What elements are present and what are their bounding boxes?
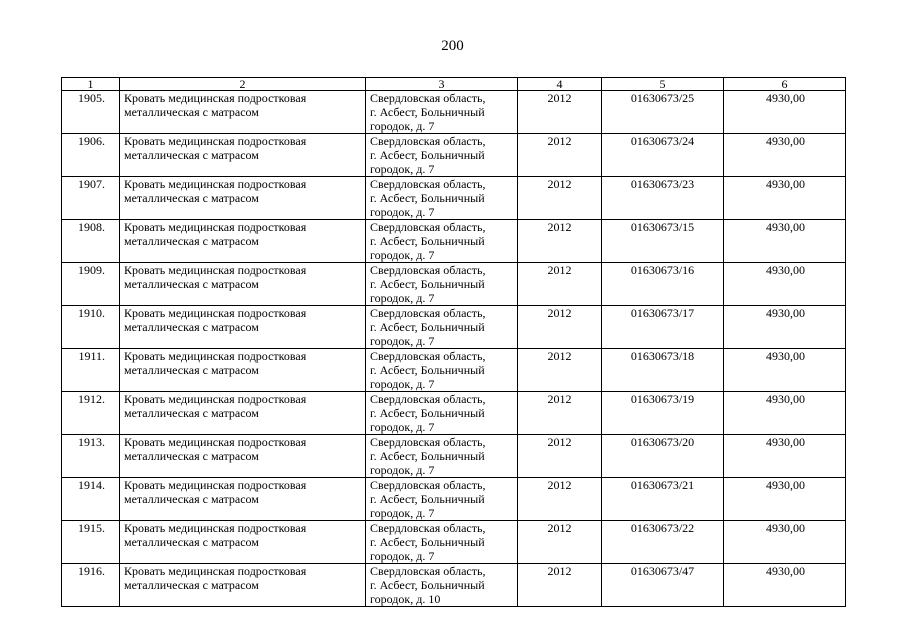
item-address	[366, 91, 518, 134]
item-address-line: городок, д. 7	[370, 420, 435, 434]
item-address-line: г. Асбест, Больничный	[370, 492, 485, 506]
item-address	[366, 564, 518, 607]
inventory-number: 01630673/24	[602, 134, 724, 177]
item-year: 2012	[518, 435, 602, 478]
item-name-line: Кровать медицинская подростковая	[124, 478, 307, 492]
item-name-line: Кровать медицинская подростковая	[124, 392, 307, 406]
item-address-line: городок, д. 7	[370, 463, 435, 477]
item-address-line: городок, д. 7	[370, 377, 435, 391]
item-address-line: г. Асбест, Больничный	[370, 320, 485, 334]
item-address-line: г. Асбест, Больничный	[370, 406, 485, 420]
item-price: 4930,00	[724, 435, 846, 478]
item-name	[120, 435, 366, 478]
item-year: 2012	[518, 263, 602, 306]
item-name-line: Кровать медицинская подростковая	[124, 263, 307, 277]
item-address-line: городок, д. 10	[370, 592, 441, 606]
item-name-line: металлическая с матрасом	[124, 191, 259, 205]
item-price: 4930,00	[724, 91, 846, 134]
item-year: 2012	[518, 392, 602, 435]
item-address-line: городок, д. 7	[370, 162, 435, 176]
item-name-line: металлическая с матрасом	[124, 449, 259, 463]
item-address-line: Свердловская область,	[370, 220, 486, 234]
item-address-line: Свердловская область,	[370, 435, 486, 449]
item-price: 4930,00	[724, 177, 846, 220]
table-body	[62, 91, 846, 607]
inventory-number: 01630673/19	[602, 392, 724, 435]
item-name	[120, 134, 366, 177]
row-number: 1916.	[62, 564, 120, 607]
inventory-number: 01630673/23	[602, 177, 724, 220]
item-address-line: городок, д. 7	[370, 506, 435, 520]
column-header: 6	[724, 78, 846, 91]
header-row	[62, 78, 846, 91]
item-address-line: Свердловская область,	[370, 263, 486, 277]
item-price: 4930,00	[724, 564, 846, 607]
row-number: 1908.	[62, 220, 120, 263]
item-year: 2012	[518, 521, 602, 564]
item-name-line: Кровать медицинская подростковая	[124, 91, 307, 105]
item-address	[366, 177, 518, 220]
item-name	[120, 263, 366, 306]
inventory-number: 01630673/25	[602, 91, 724, 134]
inventory-number: 01630673/22	[602, 521, 724, 564]
row-number: 1911.	[62, 349, 120, 392]
column-header: 4	[518, 78, 602, 91]
item-address-line: Свердловская область,	[370, 177, 486, 191]
table-row	[62, 263, 846, 306]
item-address-line: г. Асбест, Больничный	[370, 191, 485, 205]
item-address-line: Свердловская область,	[370, 306, 486, 320]
item-name-line: металлическая с матрасом	[124, 492, 259, 506]
item-name	[120, 91, 366, 134]
item-address-line: г. Асбест, Больничный	[370, 148, 485, 162]
item-address-line: г. Асбест, Больничный	[370, 363, 485, 377]
item-name	[120, 220, 366, 263]
item-price: 4930,00	[724, 521, 846, 564]
item-address-line: городок, д. 7	[370, 291, 435, 305]
item-address	[366, 134, 518, 177]
item-name-line: Кровать медицинская подростковая	[124, 349, 307, 363]
item-address-line: Свердловская область,	[370, 564, 486, 578]
table-row	[62, 306, 846, 349]
item-year: 2012	[518, 478, 602, 521]
row-number: 1909.	[62, 263, 120, 306]
item-name-line: металлическая с матрасом	[124, 320, 259, 334]
item-price: 4930,00	[724, 478, 846, 521]
item-year: 2012	[518, 134, 602, 177]
table-row	[62, 220, 846, 263]
item-address-line: г. Асбест, Больничный	[370, 578, 485, 592]
item-name-line: металлическая с матрасом	[124, 535, 259, 549]
table-row	[62, 177, 846, 220]
table-row	[62, 134, 846, 177]
item-address-line: Свердловская область,	[370, 349, 486, 363]
item-name-line: металлическая с матрасом	[124, 277, 259, 291]
item-name-line: металлическая с матрасом	[124, 105, 259, 119]
item-address-line: Свердловская область,	[370, 521, 486, 535]
item-address-line: городок, д. 7	[370, 119, 435, 133]
table-row	[62, 392, 846, 435]
item-address	[366, 306, 518, 349]
inventory-number: 01630673/17	[602, 306, 724, 349]
item-name-line: металлическая с матрасом	[124, 363, 259, 377]
item-address-line: городок, д. 7	[370, 549, 435, 563]
item-name-line: металлическая с матрасом	[124, 406, 259, 420]
item-year: 2012	[518, 349, 602, 392]
column-header: 2	[120, 78, 366, 91]
item-name	[120, 521, 366, 564]
item-price: 4930,00	[724, 134, 846, 177]
item-address-line: Свердловская область,	[370, 478, 486, 492]
item-address-line: г. Асбест, Больничный	[370, 535, 485, 549]
item-name	[120, 564, 366, 607]
inventory-table	[61, 77, 846, 607]
table-row	[62, 564, 846, 607]
table-row	[62, 91, 846, 134]
item-address-line: г. Асбест, Больничный	[370, 449, 485, 463]
item-address-line: Свердловская область,	[370, 392, 486, 406]
table-row	[62, 349, 846, 392]
row-number: 1914.	[62, 478, 120, 521]
column-header: 3	[366, 78, 518, 91]
item-name-line: Кровать медицинская подростковая	[124, 435, 307, 449]
row-number: 1912.	[62, 392, 120, 435]
item-address	[366, 220, 518, 263]
item-year: 2012	[518, 91, 602, 134]
item-address-line: г. Асбест, Больничный	[370, 234, 485, 248]
item-address-line: г. Асбест, Больничный	[370, 277, 485, 291]
item-address	[366, 435, 518, 478]
item-price: 4930,00	[724, 306, 846, 349]
item-name	[120, 177, 366, 220]
table-row	[62, 521, 846, 564]
item-name-line: металлическая с матрасом	[124, 234, 259, 248]
item-name	[120, 478, 366, 521]
inventory-number: 01630673/21	[602, 478, 724, 521]
inventory-number: 01630673/15	[602, 220, 724, 263]
item-year: 2012	[518, 177, 602, 220]
inventory-number: 01630673/47	[602, 564, 724, 607]
item-name	[120, 349, 366, 392]
page-number: 200	[441, 38, 464, 54]
item-address-line: городок, д. 7	[370, 334, 435, 348]
item-name-line: металлическая с матрасом	[124, 148, 259, 162]
item-name	[120, 306, 366, 349]
item-price: 4930,00	[724, 349, 846, 392]
item-name-line: Кровать медицинская подростковая	[124, 521, 307, 535]
item-address-line: городок, д. 7	[370, 248, 435, 262]
inventory-number: 01630673/16	[602, 263, 724, 306]
inventory-number: 01630673/20	[602, 435, 724, 478]
row-number: 1907.	[62, 177, 120, 220]
item-price: 4930,00	[724, 392, 846, 435]
item-year: 2012	[518, 564, 602, 607]
row-number: 1905.	[62, 91, 120, 134]
row-number: 1913.	[62, 435, 120, 478]
item-name-line: Кровать медицинская подростковая	[124, 564, 307, 578]
item-name-line: Кровать медицинская подростковая	[124, 134, 307, 148]
row-number: 1910.	[62, 306, 120, 349]
column-header: 1	[62, 78, 120, 91]
item-price: 4930,00	[724, 263, 846, 306]
item-address	[366, 392, 518, 435]
item-address-line: г. Асбест, Больничный	[370, 105, 485, 119]
item-name-line: Кровать медицинская подростковая	[124, 306, 307, 320]
column-header: 5	[602, 78, 724, 91]
item-name	[120, 392, 366, 435]
row-number: 1915.	[62, 521, 120, 564]
item-address	[366, 521, 518, 564]
item-address	[366, 263, 518, 306]
table-row	[62, 478, 846, 521]
item-address	[366, 478, 518, 521]
item-address-line: Свердловская область,	[370, 134, 486, 148]
item-price: 4930,00	[724, 220, 846, 263]
item-year: 2012	[518, 306, 602, 349]
item-address	[366, 349, 518, 392]
item-name-line: Кровать медицинская подростковая	[124, 177, 307, 191]
item-address-line: городок, д. 7	[370, 205, 435, 219]
table-row	[62, 435, 846, 478]
row-number: 1906.	[62, 134, 120, 177]
inventory-number: 01630673/18	[602, 349, 724, 392]
item-name-line: металлическая с матрасом	[124, 578, 259, 592]
item-year: 2012	[518, 220, 602, 263]
item-address-line: Свердловская область,	[370, 91, 486, 105]
item-name-line: Кровать медицинская подростковая	[124, 220, 307, 234]
